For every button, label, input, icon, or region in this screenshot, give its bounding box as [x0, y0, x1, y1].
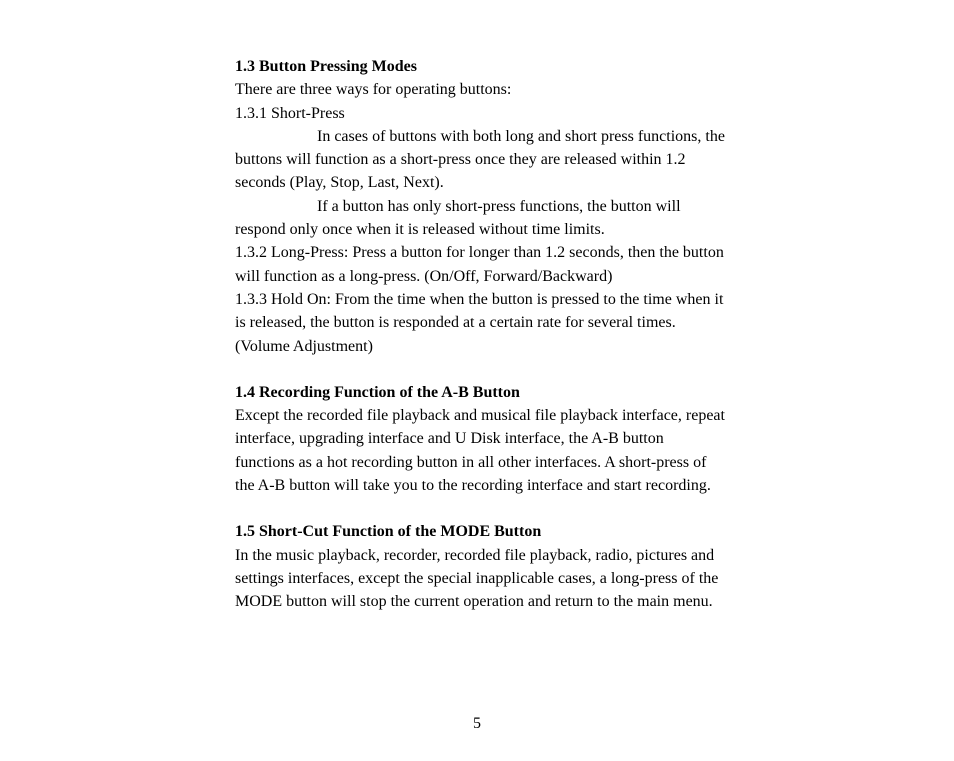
document-body: [235, 55, 725, 614]
hold-on-paragraph: 1.3.3 Hold On: From the time when the button is pressed to the time when it is released, the button is responded at a certain rate for several times. (Volume Adjustment): [235, 290, 724, 355]
section-heading-1-4: 1.4 Recording Function of the A-B Button: [235, 383, 520, 401]
recording-function-paragraph: Except the recorded file playback and musical file playback interface, repeat interface, upgrading interface and U Disk interface, the A-B button functions as a hot recording button in all other interfaces. A short-press of the A-B button will take you to the recording interface and start recording.: [235, 407, 725, 495]
section-intro: There are three ways for operating buttons:: [235, 81, 512, 99]
short-press-paragraph-2: If a button has only short-press functions, the button will respond only once when it is released without time limits.: [235, 197, 681, 239]
short-press-paragraph-1: In cases of buttons with both long and short press functions, the buttons will function as a short-press once they are released within 1.2 seconds (Play, Stop, Last, Next).: [235, 127, 725, 192]
section-spacer: [235, 358, 725, 381]
page-number: 5: [473, 715, 481, 732]
section-heading-1-5: 1.5 Short-Cut Function of the MODE Button: [235, 523, 542, 541]
section-spacer: [235, 497, 725, 520]
mode-button-paragraph: In the music playback, recorder, recorded file playback, radio, pictures and settings interfaces, except the special inapplicable cases, a long-press of the MODE button will stop the current operation and return to the main menu.: [235, 546, 719, 611]
section-heading-1-3: 1.3 Button Pressing Modes: [235, 58, 417, 75]
long-press-paragraph: 1.3.2 Long-Press: Press a button for longer than 1.2 seconds, then the button will function as a long-press. (On/Off, Forward/Backward): [235, 244, 724, 285]
subsection-title-short-press: 1.3.1 Short-Press: [235, 104, 345, 122]
